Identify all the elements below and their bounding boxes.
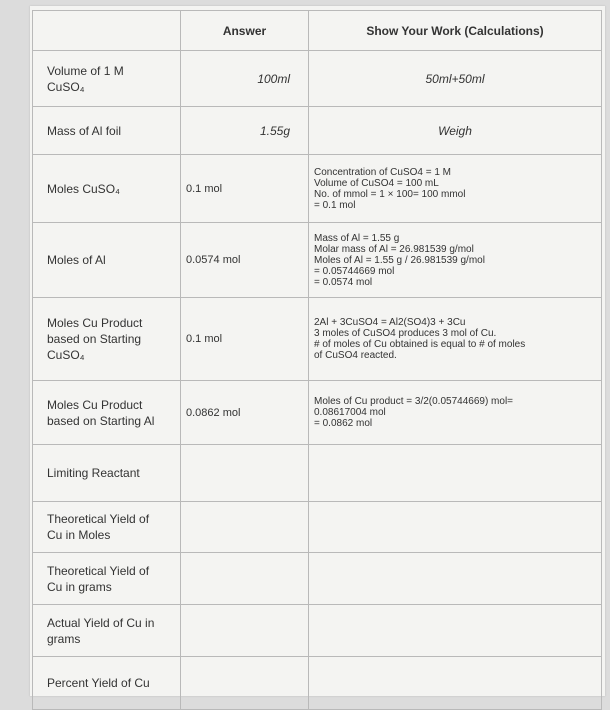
row-label: [33, 445, 181, 502]
work-line: 2Al + 3CuSO4 = Al2(SO4)3 + 3Cu: [314, 317, 466, 328]
table-row: [33, 381, 602, 445]
work-cell[interactable]: [309, 107, 602, 155]
work-line: = 0.0574 mol: [314, 276, 373, 288]
answer-cell[interactable]: 0.0862 mol: [181, 381, 309, 445]
answer-cell[interactable]: 0.0574 mol: [181, 223, 309, 298]
row-label: [33, 553, 181, 605]
row-label: [33, 107, 181, 155]
work-cell[interactable]: [309, 657, 602, 710]
row-label: [33, 657, 181, 710]
table-row: [33, 51, 602, 107]
work-line: Moles of Cu product = 3/2(0.05744669) mol=: [314, 396, 514, 407]
work-line: Volume of CuSO4 = 100 mL: [314, 177, 439, 189]
answer-cell[interactable]: 0.1 mol: [181, 155, 309, 223]
row-label: [33, 298, 181, 381]
work-line: Weigh: [438, 123, 472, 138]
answer-cell[interactable]: [181, 553, 309, 605]
table-row: [33, 553, 602, 605]
work-line: Concentration of CuSO4 = 1 M: [314, 166, 452, 178]
row-label-line: based on Starting: [47, 332, 142, 346]
answer-cell[interactable]: [181, 502, 309, 553]
work-line: 0.08617004 mol: [314, 407, 386, 418]
header-answer: Answer: [181, 11, 309, 51]
work-line: No. of mmol = 1 × 100= 100 mmol: [314, 188, 466, 200]
answer-cell[interactable]: [181, 657, 309, 710]
row-label: [33, 223, 181, 298]
row-label-line: Percent Yield of Cu: [47, 676, 150, 690]
row-label-line: Limiting Reactant: [47, 466, 140, 480]
row-label-line: Moles Cu Product: [47, 316, 143, 330]
answer-cell[interactable]: [181, 445, 309, 502]
table-row: [33, 107, 602, 155]
work-line: = 0.1 mol: [314, 199, 356, 211]
row-label: [33, 155, 181, 223]
row-label-line: Cu in Moles: [47, 528, 111, 542]
work-cell[interactable]: [309, 553, 602, 605]
work-cell[interactable]: [309, 605, 602, 657]
worksheet: [30, 6, 605, 696]
table-row: [33, 223, 602, 298]
row-label-line: Moles of Al: [47, 253, 106, 267]
work-cell[interactable]: [309, 298, 602, 381]
work-cell[interactable]: [309, 381, 602, 445]
answer-cell[interactable]: 0.1 mol: [181, 298, 309, 381]
work-cell[interactable]: [309, 51, 602, 107]
work-line: 3 moles of CuSO4 produces 3 mol of Cu.: [314, 328, 497, 339]
work-line: Moles of Al = 1.55 g / 26.981539 g/mol: [314, 254, 485, 266]
table-row: [33, 502, 602, 553]
row-label-line: CuSO₄: [47, 348, 85, 362]
answer-cell[interactable]: 100ml: [181, 51, 309, 107]
data-table: [32, 10, 602, 710]
work-line: = 0.0862 mol: [314, 418, 373, 429]
header-work: Show Your Work (Calculations): [309, 11, 602, 51]
row-label-line: CuSO₄: [47, 79, 85, 94]
work-line: Mass of Al = 1.55 g: [314, 232, 400, 244]
row-label-line: Volume of 1 M: [47, 63, 124, 78]
table-row: [33, 605, 602, 657]
row-label-line: Actual Yield of Cu in: [47, 615, 155, 630]
row-label-line: based on Starting Al: [47, 413, 155, 428]
header-row: [33, 11, 602, 51]
answer-cell[interactable]: [181, 605, 309, 657]
table-row: [33, 155, 602, 223]
answer-cell[interactable]: 1.55g: [181, 107, 309, 155]
header-label-cell: [33, 11, 181, 51]
work-cell[interactable]: [309, 223, 602, 298]
work-cell[interactable]: [309, 445, 602, 502]
work-line: 50ml+50ml: [425, 71, 485, 86]
row-label: [33, 381, 181, 445]
row-label-line: Theoretical Yield of: [47, 563, 150, 578]
row-label-line: grams: [47, 631, 81, 646]
row-label-line: Cu in grams: [47, 579, 112, 594]
table-row: [33, 657, 602, 710]
work-line: = 0.05744669 mol: [314, 265, 395, 277]
row-label-line: Moles Cu Product: [47, 397, 143, 412]
row-label-line: Theoretical Yield of: [47, 512, 150, 526]
work-line: Molar mass of Al = 26.981539 g/mol: [314, 243, 474, 255]
row-label-line: Mass of Al foil: [47, 123, 122, 138]
work-cell[interactable]: [309, 502, 602, 553]
work-line: of CuSO4 reacted.: [314, 350, 397, 361]
work-cell[interactable]: [309, 155, 602, 223]
row-label: [33, 502, 181, 553]
work-line: # of moles of Cu obtained is equal to # of moles: [314, 339, 526, 350]
table-row: [33, 298, 602, 381]
row-label-line: Moles CuSO₄: [47, 181, 120, 196]
row-label: [33, 51, 181, 107]
table-row: [33, 445, 602, 502]
row-label: [33, 605, 181, 657]
